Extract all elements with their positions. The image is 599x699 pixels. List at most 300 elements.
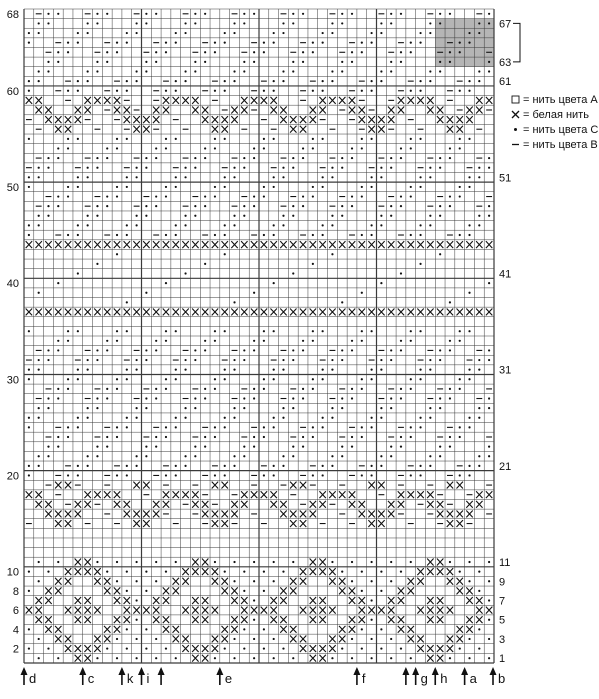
marker-label: a bbox=[469, 671, 477, 686]
dot-stitch bbox=[410, 330, 412, 332]
dot-stitch bbox=[165, 195, 167, 197]
dot-stitch bbox=[126, 465, 128, 467]
column-marker bbox=[79, 667, 95, 686]
dot-stitch bbox=[361, 330, 363, 332]
cross-stitch bbox=[408, 587, 414, 594]
cross-stitch bbox=[241, 491, 247, 498]
cross-stitch bbox=[319, 107, 325, 114]
dot-stitch bbox=[312, 474, 314, 476]
cross-stitch bbox=[212, 116, 218, 123]
dot-stitch bbox=[194, 157, 196, 159]
cross-stitch bbox=[486, 607, 492, 614]
cross-stitch bbox=[94, 645, 100, 652]
dot-stitch bbox=[273, 417, 275, 419]
dot-stitch bbox=[429, 80, 431, 82]
cross-stitch bbox=[35, 241, 41, 248]
dot-stitch bbox=[57, 13, 59, 15]
cross-stitch bbox=[251, 491, 257, 498]
cross-stitch bbox=[65, 482, 71, 489]
cross-stitch bbox=[310, 510, 316, 517]
dot-stitch bbox=[165, 436, 167, 438]
dot-stitch bbox=[292, 397, 294, 399]
dot-stitch bbox=[136, 561, 138, 563]
dot-stitch bbox=[459, 186, 461, 188]
dot-stitch bbox=[478, 590, 480, 592]
dot-stitch bbox=[184, 70, 186, 72]
dot-stitch bbox=[390, 446, 392, 448]
cross-stitch bbox=[26, 97, 32, 104]
dot-stitch bbox=[67, 426, 69, 428]
dot-stitch bbox=[273, 561, 275, 563]
cross-stitch bbox=[143, 126, 149, 133]
dot-stitch bbox=[175, 378, 177, 380]
cross-stitch bbox=[427, 559, 433, 566]
dot-stitch bbox=[282, 215, 284, 217]
dot-stitch bbox=[322, 369, 324, 371]
cross-stitch bbox=[378, 607, 384, 614]
cross-stitch bbox=[45, 597, 51, 604]
right-row-number: 3 bbox=[499, 633, 506, 646]
dot-stitch bbox=[371, 580, 373, 582]
dot-stitch bbox=[87, 70, 89, 72]
cross-stitch bbox=[65, 607, 71, 614]
dot-stitch bbox=[96, 205, 98, 207]
dot-stitch bbox=[478, 80, 480, 82]
cross-stitch bbox=[339, 97, 345, 104]
dot-stitch bbox=[488, 407, 490, 409]
dot-stitch bbox=[419, 224, 421, 226]
cross-stitch bbox=[212, 482, 218, 489]
cross-stitch bbox=[45, 616, 51, 623]
dot-stitch bbox=[233, 22, 235, 24]
cross-stitch bbox=[319, 655, 325, 662]
dot-stitch bbox=[233, 176, 235, 178]
dot-stitch bbox=[449, 61, 451, 63]
dot-stitch bbox=[449, 657, 451, 659]
dot-stitch bbox=[449, 157, 451, 159]
cross-stitch bbox=[310, 107, 316, 114]
cross-stitch bbox=[221, 241, 227, 248]
cross-stitch bbox=[456, 126, 462, 133]
dot-stitch bbox=[400, 340, 402, 342]
dot-stitch bbox=[116, 426, 118, 428]
dot-stitch bbox=[371, 619, 373, 621]
dot-stitch bbox=[459, 42, 461, 44]
cross-stitch bbox=[192, 607, 198, 614]
dot-stitch bbox=[145, 205, 147, 207]
cross-stitch bbox=[329, 635, 335, 642]
cross-stitch bbox=[261, 607, 267, 614]
cross-stitch bbox=[329, 97, 335, 104]
dot-stitch bbox=[175, 224, 177, 226]
cross-stitch bbox=[192, 568, 198, 575]
cross-stitch bbox=[65, 126, 71, 133]
dot-stitch bbox=[322, 465, 324, 467]
dot-stitch bbox=[77, 330, 79, 332]
cross-stitch bbox=[300, 116, 306, 123]
cross-stitch bbox=[466, 107, 472, 114]
dot-stitch bbox=[449, 340, 451, 342]
dot-stitch bbox=[145, 292, 147, 294]
dot-stitch bbox=[439, 349, 441, 351]
column-marker bbox=[432, 667, 448, 686]
dot-stitch bbox=[28, 378, 30, 380]
dot-stitch bbox=[273, 90, 275, 92]
dot-stitch bbox=[184, 407, 186, 409]
dot-stitch bbox=[322, 417, 324, 419]
dot-stitch bbox=[439, 167, 441, 169]
cross-stitch bbox=[310, 645, 316, 652]
dot-stitch bbox=[145, 407, 147, 409]
dot-stitch bbox=[106, 647, 108, 649]
cross-stitch bbox=[427, 501, 433, 508]
dot-stitch bbox=[96, 263, 98, 265]
dot-stitch bbox=[67, 90, 69, 92]
dot-stitch bbox=[155, 436, 157, 438]
dot-stitch bbox=[302, 13, 304, 15]
dot-stitch bbox=[224, 369, 226, 371]
dot-stitch bbox=[449, 446, 451, 448]
dot-stitch bbox=[371, 90, 373, 92]
cross-stitch bbox=[124, 616, 130, 623]
dot-stitch bbox=[302, 51, 304, 53]
dot-stitch bbox=[351, 657, 353, 659]
dot-stitch bbox=[136, 167, 138, 169]
dot-stitch bbox=[204, 147, 206, 149]
dot-stitch bbox=[410, 186, 412, 188]
dot-stitch bbox=[263, 147, 265, 149]
dot-stitch bbox=[224, 647, 226, 649]
dot-stitch bbox=[214, 147, 216, 149]
dot-stitch bbox=[214, 474, 216, 476]
dot-stitch bbox=[478, 369, 480, 371]
left-row-number: 60 bbox=[6, 85, 19, 98]
dot-stitch bbox=[106, 61, 108, 63]
dot-stitch bbox=[331, 224, 333, 226]
dot-stitch bbox=[57, 157, 59, 159]
dot-stitch bbox=[449, 13, 451, 15]
dot-stitch bbox=[312, 388, 314, 390]
dot-stitch bbox=[302, 147, 304, 149]
column-marker bbox=[158, 667, 165, 685]
column-marker bbox=[21, 667, 37, 686]
dot-stitch bbox=[47, 70, 49, 72]
cross-stitch bbox=[26, 308, 32, 315]
marker-label: d bbox=[29, 671, 37, 686]
cross-stitch bbox=[114, 587, 120, 594]
dot-stitch bbox=[47, 22, 49, 24]
cross-stitch bbox=[133, 241, 139, 248]
dot-stitch bbox=[488, 282, 490, 284]
dot-stitch bbox=[116, 90, 118, 92]
dot-stitch bbox=[57, 195, 59, 197]
dot-stitch bbox=[429, 224, 431, 226]
right-row-number: 41 bbox=[499, 268, 512, 281]
cross-stitch bbox=[270, 97, 276, 104]
dot-stitch bbox=[341, 22, 343, 24]
cross-stitch bbox=[192, 97, 198, 104]
cross-stitch bbox=[221, 482, 227, 489]
dot-stitch bbox=[38, 32, 40, 34]
left-row-number: 8 bbox=[12, 585, 19, 598]
cross-stitch bbox=[427, 607, 433, 614]
dot-stitch bbox=[28, 176, 30, 178]
dot-stitch bbox=[263, 436, 265, 438]
cross-stitch bbox=[143, 308, 149, 315]
dot-stitch bbox=[351, 13, 353, 15]
dot-stitch bbox=[253, 340, 255, 342]
cross-stitch bbox=[310, 607, 316, 614]
dot-stitch bbox=[488, 580, 490, 582]
cross-stitch bbox=[280, 510, 286, 517]
dot-stitch bbox=[302, 195, 304, 197]
dot-stitch bbox=[351, 340, 353, 342]
cross-stitch bbox=[290, 578, 296, 585]
dot-stitch bbox=[351, 446, 353, 448]
dot-stitch bbox=[459, 571, 461, 573]
dot-stitch bbox=[410, 340, 412, 342]
cross-stitch bbox=[45, 501, 51, 508]
dot-stitch bbox=[439, 253, 441, 255]
cross-stitch bbox=[456, 482, 462, 489]
dot-stitch bbox=[184, 167, 186, 169]
cross-stitch bbox=[310, 501, 316, 508]
cross-stitch bbox=[398, 587, 404, 594]
dot-stitch bbox=[38, 70, 40, 72]
cross-stitch bbox=[408, 626, 414, 633]
marker-arrow-head bbox=[158, 667, 165, 675]
cross-stitch bbox=[212, 568, 218, 575]
dot-stitch bbox=[57, 205, 59, 207]
cross-stitch bbox=[65, 520, 71, 527]
dot-stitch bbox=[106, 436, 108, 438]
cross-stitch bbox=[349, 597, 355, 604]
dot-stitch bbox=[136, 619, 138, 621]
dot-stitch bbox=[233, 407, 235, 409]
dot-stitch bbox=[341, 446, 343, 448]
cross-stitch bbox=[466, 501, 472, 508]
dot-stitch bbox=[253, 580, 255, 582]
dot-stitch bbox=[380, 215, 382, 217]
cross-stitch bbox=[133, 308, 139, 315]
dot-stitch bbox=[419, 90, 421, 92]
dot-stitch bbox=[410, 436, 412, 438]
repeat-bracket bbox=[513, 23, 520, 61]
cross-stitch bbox=[173, 308, 179, 315]
cross-stitch bbox=[378, 308, 384, 315]
dot-stitch bbox=[38, 22, 40, 24]
cross-stitch bbox=[447, 645, 453, 652]
dot-stitch bbox=[194, 70, 196, 72]
dot-stitch bbox=[273, 330, 275, 332]
cross-stitch bbox=[124, 597, 130, 604]
cross-stitch bbox=[427, 645, 433, 652]
dot-stitch bbox=[488, 167, 490, 169]
dot-stitch bbox=[126, 80, 128, 82]
dot-stitch bbox=[155, 13, 157, 15]
cross-stitch bbox=[290, 520, 296, 527]
dot-stitch bbox=[351, 388, 353, 390]
dot-stitch bbox=[126, 426, 128, 428]
cross-stitch bbox=[486, 97, 492, 104]
marker-arrow-head bbox=[461, 667, 468, 675]
cross-stitch bbox=[65, 645, 71, 652]
cross-stitch bbox=[280, 597, 286, 604]
dot-stitch bbox=[468, 80, 470, 82]
cross-stitch bbox=[398, 97, 404, 104]
right-row-number: 7 bbox=[499, 595, 506, 608]
dot-stitch bbox=[224, 186, 226, 188]
dot-stitch bbox=[439, 359, 441, 361]
dot-stitch bbox=[468, 417, 470, 419]
dot-stitch bbox=[116, 253, 118, 255]
dot-stitch bbox=[273, 42, 275, 44]
dot-stitch bbox=[302, 340, 304, 342]
cross-stitch bbox=[349, 587, 355, 594]
dot-stitch bbox=[468, 176, 470, 178]
cross-stitch bbox=[94, 607, 100, 614]
dot-stitch bbox=[165, 147, 167, 149]
cross-stitch bbox=[104, 635, 110, 642]
dot-stitch bbox=[449, 561, 451, 563]
cross-stitch bbox=[75, 607, 81, 614]
cross-stitch bbox=[104, 241, 110, 248]
dot-stitch bbox=[459, 147, 461, 149]
dot-stitch bbox=[361, 234, 363, 236]
dot-stitch bbox=[273, 282, 275, 284]
dot-stitch bbox=[351, 195, 353, 197]
cross-stitch bbox=[133, 510, 139, 517]
dot-stitch bbox=[410, 90, 412, 92]
dot-stitch bbox=[282, 647, 284, 649]
dot-stitch bbox=[136, 22, 138, 24]
dot-stitch bbox=[380, 369, 382, 371]
dot-stitch bbox=[400, 13, 402, 15]
dot-stitch bbox=[175, 186, 177, 188]
cross-stitch bbox=[339, 587, 345, 594]
dot-stitch bbox=[145, 70, 147, 72]
dot-stitch bbox=[410, 138, 412, 140]
legend-text: = белая нить bbox=[523, 109, 589, 121]
dot-stitch bbox=[77, 176, 79, 178]
column-marker bbox=[216, 667, 232, 686]
dot-stitch bbox=[28, 186, 30, 188]
dot-stitch bbox=[126, 417, 128, 419]
cross-stitch bbox=[75, 116, 81, 123]
dot-stitch bbox=[126, 224, 128, 226]
dot-stitch bbox=[273, 657, 275, 659]
dot-stitch bbox=[155, 157, 157, 159]
cross-stitch bbox=[359, 107, 365, 114]
dot-stitch bbox=[410, 474, 412, 476]
cross-stitch bbox=[212, 520, 218, 527]
dot-stitch bbox=[282, 359, 284, 361]
dot-stitch bbox=[292, 359, 294, 361]
dot-stitch bbox=[459, 426, 461, 428]
cross-stitch bbox=[456, 626, 462, 633]
cross-stitch bbox=[241, 597, 247, 604]
cross-stitch bbox=[251, 97, 257, 104]
dot-stitch bbox=[57, 561, 59, 563]
cross-stitch bbox=[447, 241, 453, 248]
dot-stitch bbox=[224, 32, 226, 34]
dot-stitch bbox=[449, 301, 451, 303]
dot-stitch bbox=[175, 465, 177, 467]
cross-stitch bbox=[143, 607, 149, 614]
dot-stitch bbox=[67, 138, 69, 140]
dot-stitch bbox=[165, 426, 167, 428]
cross-stitch bbox=[182, 568, 188, 575]
cross-stitch bbox=[84, 107, 90, 114]
cross-stitch bbox=[437, 510, 443, 517]
cross-stitch bbox=[427, 655, 433, 662]
dot-stitch bbox=[400, 436, 402, 438]
cross-stitch bbox=[466, 510, 472, 517]
cross-stitch bbox=[94, 578, 100, 585]
cross-stitch bbox=[310, 616, 316, 623]
cross-stitch bbox=[359, 308, 365, 315]
dot-stitch bbox=[273, 426, 275, 428]
dot-stitch bbox=[282, 80, 284, 82]
cross-stitch bbox=[319, 559, 325, 566]
dot-stitch bbox=[87, 359, 89, 361]
dot-stitch bbox=[371, 186, 373, 188]
dot-stitch bbox=[155, 51, 157, 53]
cross-stitch bbox=[94, 97, 100, 104]
cross-stitch bbox=[378, 241, 384, 248]
cross-stitch bbox=[408, 97, 414, 104]
dot-stitch bbox=[194, 446, 196, 448]
dot-stitch bbox=[116, 51, 118, 53]
cross-stitch bbox=[359, 510, 365, 517]
dot-stitch bbox=[67, 436, 69, 438]
dot-stitch bbox=[292, 22, 294, 24]
dot-stitch bbox=[273, 369, 275, 371]
cross-stitch bbox=[368, 510, 374, 517]
cross-stitch bbox=[153, 597, 159, 604]
dot-stitch bbox=[292, 205, 294, 207]
cross-stitch bbox=[359, 116, 365, 123]
cross-stitch bbox=[45, 308, 51, 315]
dot-stitch bbox=[175, 42, 177, 44]
cross-stitch bbox=[310, 116, 316, 123]
dot-stitch bbox=[380, 282, 382, 284]
dot-stitch bbox=[77, 378, 79, 380]
dot-stitch bbox=[312, 426, 314, 428]
cross-stitch bbox=[437, 107, 443, 114]
dot-stitch bbox=[116, 580, 118, 582]
cross-stitch bbox=[290, 241, 296, 248]
cross-stitch bbox=[300, 645, 306, 652]
dot-stitch bbox=[194, 397, 196, 399]
left-row-numbers bbox=[7, 9, 19, 656]
cross-stitch bbox=[466, 626, 472, 633]
cross-stitch bbox=[388, 597, 394, 604]
dot-stitch bbox=[47, 455, 49, 457]
dot-stitch bbox=[28, 90, 30, 92]
cross-stitch bbox=[212, 635, 218, 642]
cross-stitch bbox=[408, 578, 414, 585]
cross-stitch bbox=[476, 607, 482, 614]
dot-stitch bbox=[449, 147, 451, 149]
dot-stitch bbox=[175, 426, 177, 428]
dot-stitch bbox=[233, 301, 235, 303]
dot-stitch bbox=[67, 195, 69, 197]
cross-stitch bbox=[378, 126, 384, 133]
cross-stitch bbox=[153, 241, 159, 248]
cross-stitch bbox=[75, 655, 81, 662]
dot-stitch bbox=[57, 147, 59, 149]
